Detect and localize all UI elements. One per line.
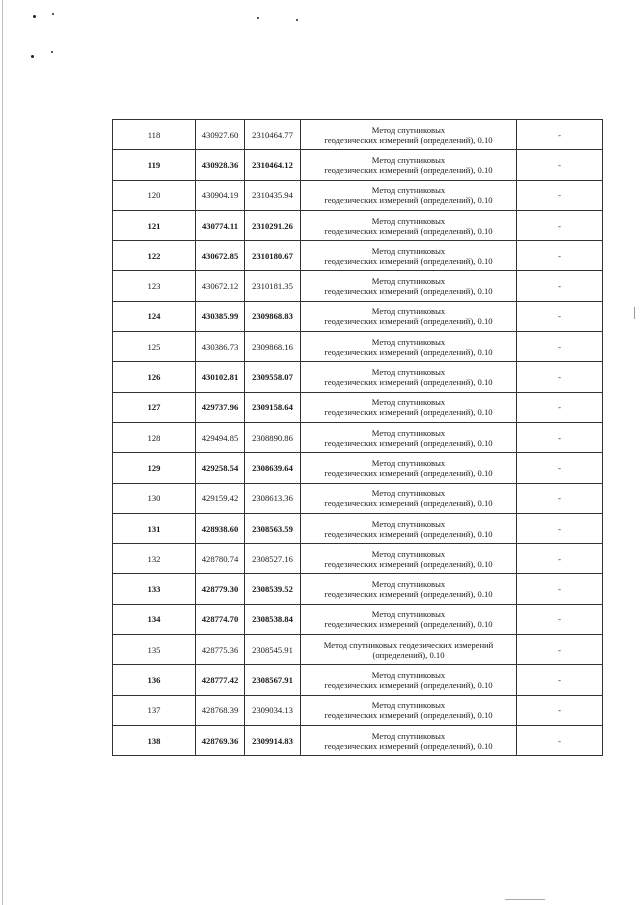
scan-speck <box>52 13 54 15</box>
method-line-2: геодезических измерений (определений), 0.10 <box>324 286 493 297</box>
method-line-2: (определений), 0.10 <box>372 649 445 660</box>
coord-y: 2309558.07 <box>245 362 301 392</box>
method-line-1: Метод спутниковых <box>371 488 446 499</box>
coordinates-table <box>112 119 603 756</box>
extra-cell: - <box>517 301 603 331</box>
method-line-2: геодезических измерений (определений), 0.10 <box>324 710 493 721</box>
method-cell <box>301 604 517 634</box>
method-cell <box>301 665 517 695</box>
method-cell <box>301 362 517 392</box>
extra-cell: - <box>517 483 603 513</box>
table-row <box>113 725 603 755</box>
extra-cell: - <box>517 725 603 755</box>
table-row <box>113 241 603 271</box>
extra-cell: - <box>517 271 603 301</box>
method-line-2: геодезических измерений (определений), 0.10 <box>324 407 493 418</box>
coord-x: 429737.96 <box>196 392 245 422</box>
coord-y: 2309158.64 <box>245 392 301 422</box>
method-line-2: геодезических измерений (определений), 0.10 <box>324 679 493 690</box>
point-number: 130 <box>113 483 196 513</box>
coord-y: 2308563.59 <box>245 513 301 543</box>
coord-x: 430927.60 <box>196 120 245 150</box>
method-line-1: Метод спутниковых <box>371 336 446 347</box>
method-cell <box>301 422 517 452</box>
coord-x: 430774.11 <box>196 210 245 240</box>
point-number: 125 <box>113 332 196 362</box>
table-row <box>113 574 603 604</box>
method-line-1: Метод спутниковых <box>371 700 446 711</box>
table-row <box>113 362 603 392</box>
point-number: 137 <box>113 695 196 725</box>
coord-x: 428777.42 <box>196 665 245 695</box>
table-row <box>113 483 603 513</box>
scan-bottom-line <box>505 899 545 900</box>
coord-y: 2310464.77 <box>245 120 301 150</box>
method-line-1: Метод спутниковых <box>371 185 446 196</box>
extra-cell: - <box>517 392 603 422</box>
method-line-2: геодезических измерений (определений), 0.10 <box>324 528 493 539</box>
table-row <box>113 271 603 301</box>
method-line-1: Метод спутниковых <box>371 397 446 408</box>
extra-cell: - <box>517 241 603 271</box>
method-line-1: Метод спутниковых <box>371 427 446 438</box>
coord-y: 2310435.94 <box>245 180 301 210</box>
point-number: 131 <box>113 513 196 543</box>
method-line-2: геодезических измерений (определений), 0.10 <box>324 589 493 600</box>
method-line-2: геодезических измерений (определений), 0.10 <box>324 255 493 266</box>
method-line-1: Метод спутниковых <box>371 215 446 226</box>
coord-x: 428768.39 <box>196 695 245 725</box>
point-number: 124 <box>113 301 196 331</box>
coord-x: 430672.85 <box>196 241 245 271</box>
coord-y: 2309868.83 <box>245 301 301 331</box>
scan-speck <box>31 55 34 58</box>
coord-y: 2308545.91 <box>245 635 301 665</box>
table-row <box>113 604 603 634</box>
method-line-2: геодезических измерений (определений), 0.10 <box>324 134 493 145</box>
table-row <box>113 422 603 452</box>
method-cell <box>301 635 517 665</box>
coord-x: 428780.74 <box>196 544 245 574</box>
method-line-2: геодезических измерений (определений), 0.10 <box>324 225 493 236</box>
method-line-2: геодезических измерений (определений), 0.10 <box>324 437 493 448</box>
point-number: 135 <box>113 635 196 665</box>
point-number: 134 <box>113 604 196 634</box>
point-number: 126 <box>113 362 196 392</box>
method-line-1: Метод спутниковых <box>371 609 446 620</box>
table-row <box>113 150 603 180</box>
coord-y: 2309868.16 <box>245 332 301 362</box>
method-cell <box>301 392 517 422</box>
point-number: 138 <box>113 725 196 755</box>
method-line-1: Метод спутниковых <box>371 154 446 165</box>
method-cell <box>301 150 517 180</box>
method-line-2: геодезических измерений (определений), 0.10 <box>324 467 493 478</box>
method-cell <box>301 574 517 604</box>
method-line-2: геодезических измерений (определений), 0.10 <box>324 164 493 175</box>
method-line-1: Метод спутниковых <box>371 518 446 529</box>
table-row <box>113 210 603 240</box>
table-row <box>113 695 603 725</box>
scan-tick-mark <box>634 307 635 319</box>
coord-x: 428769.36 <box>196 725 245 755</box>
method-line-1: Метод спутниковых <box>371 306 446 317</box>
scan-speck <box>257 17 259 19</box>
table-row <box>113 665 603 695</box>
extra-cell: - <box>517 695 603 725</box>
coord-y: 2310180.67 <box>245 241 301 271</box>
method-cell <box>301 241 517 271</box>
method-line-1: Метод спутниковых <box>371 548 446 559</box>
method-line-1: Метод спутниковых <box>371 730 446 741</box>
method-line-1: Метод спутниковых геодезических измерений <box>323 639 494 650</box>
extra-cell: - <box>517 332 603 362</box>
extra-cell: - <box>517 150 603 180</box>
coord-x: 429258.54 <box>196 453 245 483</box>
method-cell <box>301 544 517 574</box>
point-number: 122 <box>113 241 196 271</box>
table-row <box>113 392 603 422</box>
method-line-1: Метод спутниковых <box>371 457 446 468</box>
method-cell <box>301 695 517 725</box>
method-line-1: Метод спутниковых <box>371 276 446 287</box>
method-line-2: геодезических измерений (определений), 0.10 <box>324 346 493 357</box>
coord-x: 429159.42 <box>196 483 245 513</box>
extra-cell: - <box>517 635 603 665</box>
method-cell <box>301 301 517 331</box>
coord-y: 2308613.36 <box>245 483 301 513</box>
coord-y: 2308567.91 <box>245 665 301 695</box>
point-number: 118 <box>113 120 196 150</box>
method-cell <box>301 483 517 513</box>
method-cell <box>301 725 517 755</box>
table-row <box>113 120 603 150</box>
coord-x: 430928.36 <box>196 150 245 180</box>
coord-y: 2308527.16 <box>245 544 301 574</box>
point-number: 119 <box>113 150 196 180</box>
extra-cell: - <box>517 574 603 604</box>
method-cell <box>301 513 517 543</box>
coord-y: 2310181.35 <box>245 271 301 301</box>
point-number: 123 <box>113 271 196 301</box>
point-number: 121 <box>113 210 196 240</box>
point-number: 129 <box>113 453 196 483</box>
scan-speck <box>51 51 53 53</box>
coord-y: 2310464.12 <box>245 150 301 180</box>
coord-y: 2309914.83 <box>245 725 301 755</box>
point-number: 128 <box>113 422 196 452</box>
point-number: 127 <box>113 392 196 422</box>
method-cell <box>301 271 517 301</box>
method-line-1: Метод спутниковых <box>371 669 446 680</box>
extra-cell: - <box>517 453 603 483</box>
method-cell <box>301 180 517 210</box>
method-line-2: геодезических измерений (определений), 0.10 <box>324 619 493 630</box>
method-line-2: геодезических измерений (определений), 0.10 <box>324 195 493 206</box>
coord-y: 2310291.26 <box>245 210 301 240</box>
coord-y: 2308538.84 <box>245 604 301 634</box>
coord-x: 428774.70 <box>196 604 245 634</box>
method-line-2: геодезических измерений (определений), 0.10 <box>324 558 493 569</box>
coord-x: 428938.60 <box>196 513 245 543</box>
table-row <box>113 513 603 543</box>
coord-x: 428775.36 <box>196 635 245 665</box>
table-row <box>113 544 603 574</box>
point-number: 120 <box>113 180 196 210</box>
method-cell <box>301 453 517 483</box>
table-row <box>113 453 603 483</box>
extra-cell: - <box>517 210 603 240</box>
coord-x: 430672.12 <box>196 271 245 301</box>
extra-cell: - <box>517 513 603 543</box>
point-number: 136 <box>113 665 196 695</box>
table-row <box>113 332 603 362</box>
extra-cell: - <box>517 604 603 634</box>
coord-y: 2308539.52 <box>245 574 301 604</box>
extra-cell: - <box>517 120 603 150</box>
scan-edge-line <box>2 0 3 905</box>
point-number: 133 <box>113 574 196 604</box>
coord-x: 428779.30 <box>196 574 245 604</box>
coord-x: 430386.73 <box>196 332 245 362</box>
coord-x: 429494.85 <box>196 422 245 452</box>
extra-cell: - <box>517 422 603 452</box>
table-row <box>113 301 603 331</box>
method-line-1: Метод спутниковых <box>371 367 446 378</box>
coord-x: 430385.99 <box>196 301 245 331</box>
scan-speck <box>33 15 36 18</box>
method-cell <box>301 120 517 150</box>
method-line-2: геодезических измерений (определений), 0.10 <box>324 740 493 751</box>
extra-cell: - <box>517 665 603 695</box>
table-row <box>113 180 603 210</box>
method-cell <box>301 332 517 362</box>
method-line-2: геодезических измерений (определений), 0.10 <box>324 316 493 327</box>
method-line-2: геодезических измерений (определений), 0.10 <box>324 498 493 509</box>
extra-cell: - <box>517 544 603 574</box>
method-line-1: Метод спутниковых <box>371 579 446 590</box>
method-line-1: Метод спутниковых <box>371 245 446 256</box>
method-line-1: Метод спутниковых <box>371 124 446 135</box>
coordinates-table-body <box>113 120 603 756</box>
coord-y: 2308890.86 <box>245 422 301 452</box>
coord-x: 430102.81 <box>196 362 245 392</box>
method-line-2: геодезических измерений (определений), 0.10 <box>324 377 493 388</box>
method-cell <box>301 210 517 240</box>
extra-cell: - <box>517 362 603 392</box>
table-row <box>113 635 603 665</box>
extra-cell: - <box>517 180 603 210</box>
scan-speck <box>296 19 298 21</box>
coord-x: 430904.19 <box>196 180 245 210</box>
coord-y: 2309034.13 <box>245 695 301 725</box>
coord-y: 2308639.64 <box>245 453 301 483</box>
point-number: 132 <box>113 544 196 574</box>
